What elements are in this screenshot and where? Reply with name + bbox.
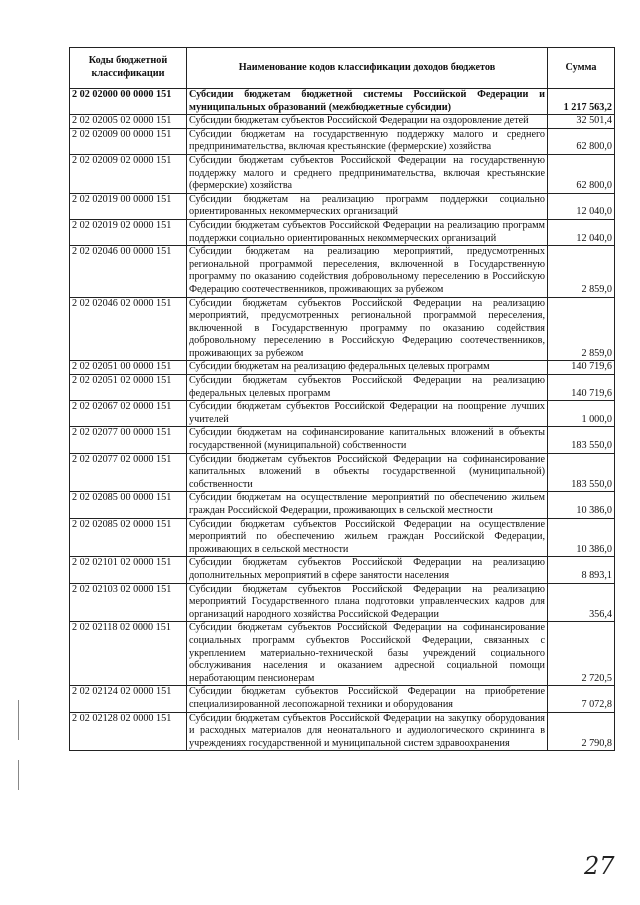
- table-row: [70, 115, 615, 129]
- code-cell: 2 02 02101 02 0000 151: [70, 557, 187, 583]
- sum-cell: 62 800,0: [548, 128, 615, 154]
- code-cell: 2 02 02103 02 0000 151: [70, 583, 187, 622]
- table-row: [70, 297, 615, 361]
- header-code: Коды бюджетной классификации: [70, 48, 187, 89]
- page-number: 27: [584, 852, 615, 880]
- code-cell: 2 02 02009 00 0000 151: [70, 128, 187, 154]
- sum-cell: 183 550,0: [548, 453, 615, 492]
- name-cell: Субсидии бюджетам бюджетной системы Российской Федерации и муниципальных образований (межбюджетные субсидии): [187, 89, 548, 115]
- name-cell: Субсидии бюджетам субъектов Российской Федерации на реализацию дополнительных мероприятий в сфере занятости населения: [187, 557, 548, 583]
- table-row: [70, 89, 615, 115]
- name-cell: Субсидии бюджетам субъектов Российской Федерации на государственную поддержку малого и среднего предпринимательства, включая крестьянские (фермерские) хозяйства: [187, 154, 548, 193]
- sum-cell: 2 859,0: [548, 246, 615, 297]
- table-header-row: [70, 48, 615, 89]
- name-cell: Субсидии бюджетам субъектов Российской Федерации на реализацию федеральных целевых программ: [187, 375, 548, 401]
- code-cell: 2 02 02051 02 0000 151: [70, 375, 187, 401]
- margin-mark: [18, 760, 19, 790]
- sum-cell: 1 000,0: [548, 401, 615, 427]
- code-cell: 2 02 02000 00 0000 151: [70, 89, 187, 115]
- table-row: [70, 246, 615, 297]
- table-row: [70, 557, 615, 583]
- name-cell: Субсидии бюджетам на осуществление мероприятий по обеспечению жильем граждан Российской Федерации, проживающих в сельской местности: [187, 492, 548, 518]
- sum-cell: 12 040,0: [548, 219, 615, 245]
- name-cell: Субсидии бюджетам субъектов Российской Федерации на приобретение специализированной лесопожарной техники и оборудования: [187, 686, 548, 712]
- code-cell: 2 02 02046 02 0000 151: [70, 297, 187, 361]
- sum-cell: 8 893,1: [548, 557, 615, 583]
- table-body: [70, 89, 615, 751]
- table-row: [70, 361, 615, 375]
- code-cell: 2 02 02085 02 0000 151: [70, 518, 187, 557]
- code-cell: 2 02 02085 00 0000 151: [70, 492, 187, 518]
- table-row: [70, 154, 615, 193]
- code-cell: 2 02 02124 02 0000 151: [70, 686, 187, 712]
- name-cell: Субсидии бюджетам субъектов Российской Федерации на закупку оборудования и расходных материалов для неонатального и аудиологического скрининга в учреждениях государственной и муниципальной систем здравоохранения: [187, 712, 548, 751]
- header-name: Наименование кодов классификации доходов бюджетов: [187, 48, 548, 89]
- code-cell: 2 02 02077 00 0000 151: [70, 427, 187, 453]
- header-sum: Сумма: [548, 48, 615, 89]
- budget-table-sheet: [69, 47, 614, 751]
- table-row: [70, 401, 615, 427]
- sum-cell: 2 720,5: [548, 622, 615, 686]
- table-row: [70, 622, 615, 686]
- name-cell: Субсидии бюджетам субъектов Российской Федерации на софинансирование социальных программ субъектов Российской Федерации, связанных с укреплением материально-технической базы учреждений социального обслуживания населения и оказанием адресной социальной помощи неработающим пенсионерам: [187, 622, 548, 686]
- sum-cell: 356,4: [548, 583, 615, 622]
- sum-cell: 140 719,6: [548, 375, 615, 401]
- table-row: [70, 453, 615, 492]
- name-cell: Субсидии бюджетам субъектов Российской Федерации на реализацию программ поддержки социально ориентированных некоммерческих организаций: [187, 219, 548, 245]
- code-cell: 2 02 02118 02 0000 151: [70, 622, 187, 686]
- name-cell: Субсидии бюджетам на реализацию программ поддержки социально ориентированных некоммерческих организаций: [187, 193, 548, 219]
- code-cell: 2 02 02046 00 0000 151: [70, 246, 187, 297]
- table-row: [70, 427, 615, 453]
- table-row: [70, 583, 615, 622]
- name-cell: Субсидии бюджетам на софинансирование капитальных вложений в объекты государственной (муниципальной) собственности: [187, 427, 548, 453]
- name-cell: Субсидии бюджетам субъектов Российской Федерации на поощрение лучших учителей: [187, 401, 548, 427]
- code-cell: 2 02 02067 02 0000 151: [70, 401, 187, 427]
- name-cell: Субсидии бюджетам субъектов Российской Федерации на софинансирование капитальных вложений в объекты государственной (муниципальной) собственности: [187, 453, 548, 492]
- table-row: [70, 686, 615, 712]
- sum-cell: 10 386,0: [548, 492, 615, 518]
- name-cell: Субсидии бюджетам субъектов Российской Федерации на оздоровление детей: [187, 115, 548, 129]
- code-cell: 2 02 02005 02 0000 151: [70, 115, 187, 129]
- table-row: [70, 492, 615, 518]
- table-row: [70, 193, 615, 219]
- sum-cell: 32 501,4: [548, 115, 615, 129]
- margin-mark: [18, 700, 19, 740]
- name-cell: Субсидии бюджетам субъектов Российской Федерации на осуществление мероприятий по обеспечению жильем граждан Российской Федерации, проживающих в сельской местности: [187, 518, 548, 557]
- table-row: [70, 375, 615, 401]
- name-cell: Субсидии бюджетам субъектов Российской Федерации на реализацию мероприятий, предусмотренных региональной программой переселения, включенной в Государственную программу по оказанию содействия добровольному переселению в Российскую Федерацию соотечественников, проживающих за рубежом: [187, 297, 548, 361]
- name-cell: Субсидии бюджетам на реализацию мероприятий, предусмотренных региональной программой переселения, включенной в Государственную программу по оказанию содействия добровольному переселению в Российскую Федерацию соотечественников, проживающих за рубежом: [187, 246, 548, 297]
- table-row: [70, 712, 615, 751]
- budget-income-table: [69, 47, 615, 751]
- sum-cell: 2 790,8: [548, 712, 615, 751]
- sum-cell: 62 800,0: [548, 154, 615, 193]
- sum-cell: 7 072,8: [548, 686, 615, 712]
- sum-cell: 12 040,0: [548, 193, 615, 219]
- code-cell: 2 02 02128 02 0000 151: [70, 712, 187, 751]
- sum-cell: 10 386,0: [548, 518, 615, 557]
- name-cell: Субсидии бюджетам на государственную поддержку малого и среднего предпринимательства, включая крестьянские (фермерские) хозяйства: [187, 128, 548, 154]
- table-row: [70, 219, 615, 245]
- table-row: [70, 128, 615, 154]
- name-cell: Субсидии бюджетам на реализацию федеральных целевых программ: [187, 361, 548, 375]
- code-cell: 2 02 02051 00 0000 151: [70, 361, 187, 375]
- code-cell: 2 02 02077 02 0000 151: [70, 453, 187, 492]
- sum-cell: 183 550,0: [548, 427, 615, 453]
- sum-cell: 140 719,6: [548, 361, 615, 375]
- code-cell: 2 02 02009 02 0000 151: [70, 154, 187, 193]
- code-cell: 2 02 02019 02 0000 151: [70, 219, 187, 245]
- sum-cell: 1 217 563,2: [548, 89, 615, 115]
- table-row: [70, 518, 615, 557]
- sum-cell: 2 859,0: [548, 297, 615, 361]
- name-cell: Субсидии бюджетам субъектов Российской Федерации на реализацию мероприятий Государственного плана подготовки управленческих кадров для организаций народного хозяйства Российской Федерации: [187, 583, 548, 622]
- code-cell: 2 02 02019 00 0000 151: [70, 193, 187, 219]
